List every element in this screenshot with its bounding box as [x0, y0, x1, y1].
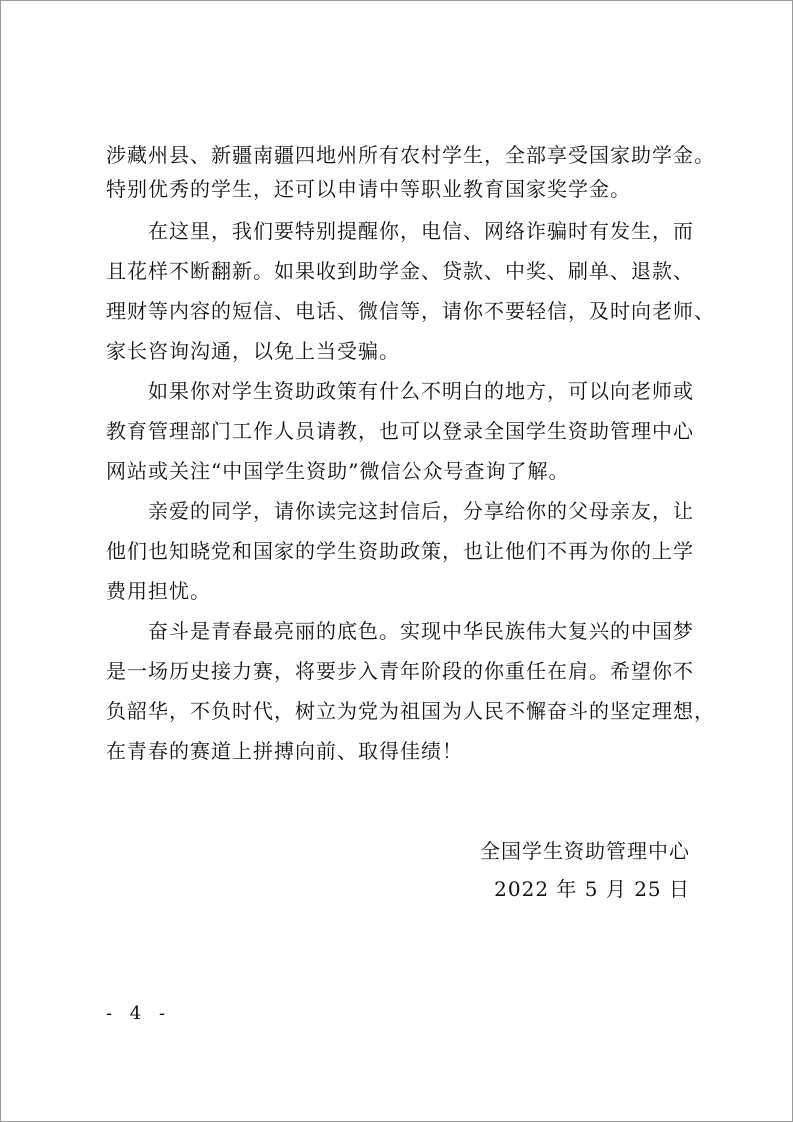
- paragraph-line: 他们也知晓党和国家的学生资助政策，也让他们不再为你的上学: [106, 539, 694, 563]
- page-number: - 4 -: [106, 1003, 172, 1024]
- paragraph-line: 理财等内容的短信、电话、微信等，请你不要轻信，及时向老师、: [106, 299, 715, 323]
- paragraph-line: 负韶华，不负时代，树立为党为祖国为人民不懈奋斗的坚定理想，: [106, 699, 715, 723]
- paragraph-line: 网站或关注“中国学生资助”微信公众号查询了解。: [106, 459, 570, 483]
- paragraph-line: 在这里，我们要特别提醒你，电信、网络诈骗时有发生，而: [148, 219, 694, 243]
- paragraph-line: 是一场历史接力赛，将要步入青年阶段的你重任在肩。希望你不: [106, 659, 694, 683]
- paragraph-line: 费用担忧。: [106, 579, 211, 603]
- paragraph-line: 亲爱的同学，请你读完这封信后，分享给你的父母亲友，让: [148, 499, 694, 523]
- paragraph-line: 家长咨询沟通，以免上当受骗。: [106, 339, 400, 363]
- signature-date: 2022 年 5 月 25 日: [494, 877, 690, 901]
- paragraph-line: 特别优秀的学生，还可以申请中等职业教育国家奖学金。: [106, 177, 631, 201]
- paragraph-line: 如果你对学生资助政策有什么不明白的地方，可以向老师或: [148, 379, 694, 403]
- paragraph-line: 在青春的赛道上拼搏向前、取得佳绩！: [106, 739, 463, 763]
- paragraph-line: 教育管理部门工作人员请教，也可以登录全国学生资助管理中心: [106, 419, 694, 443]
- signature-organization: 全国学生资助管理中心: [480, 839, 690, 863]
- paragraph-line: 奋斗是青春最亮丽的底色。实现中华民族伟大复兴的中国梦: [148, 619, 694, 643]
- paragraph-line: 且花样不断翻新。如果收到助学金、贷款、中奖、刷单、退款、: [106, 259, 694, 283]
- paragraph-line: 涉藏州县、新疆南疆四地州所有农村学生，全部享受国家助学金。: [106, 143, 715, 167]
